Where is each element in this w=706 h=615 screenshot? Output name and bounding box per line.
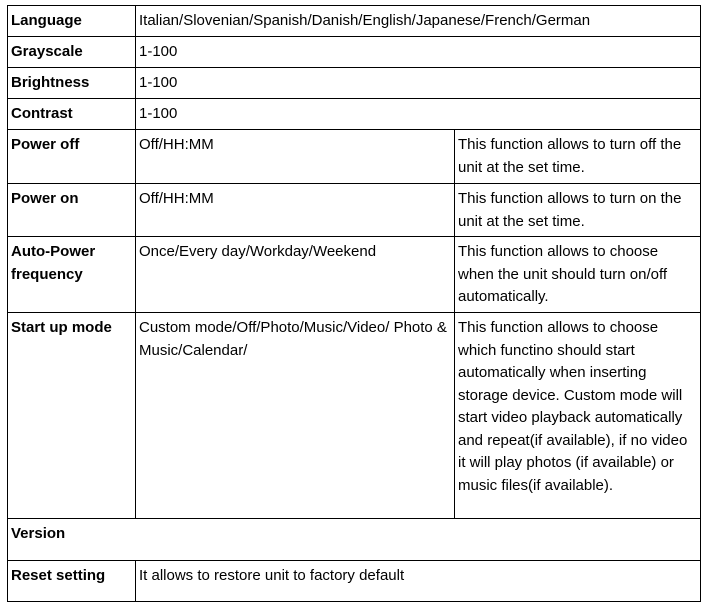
row-label: Version (8, 519, 701, 561)
row-label: Power off (8, 130, 136, 184)
row-value: Italian/Slovenian/Spanish/Danish/English/Japanese/French/German (136, 6, 701, 37)
row-label: Language (8, 6, 136, 37)
table-row (8, 519, 701, 561)
table-row (8, 37, 701, 68)
row-description: This function allows to turn on the unit at the set time. (455, 184, 701, 237)
table-row (8, 99, 701, 130)
row-description: This function allows to choose when the unit should turn on/off automatically. (455, 237, 701, 313)
row-label: Reset setting (8, 561, 136, 602)
row-value: It allows to restore unit to factory default (136, 561, 701, 602)
table-row (8, 184, 701, 237)
row-value: 1-100 (136, 37, 701, 68)
row-label: Grayscale (8, 37, 136, 68)
table-row (8, 130, 701, 184)
table-row (8, 313, 701, 519)
row-value: Off/HH:MM (136, 184, 455, 237)
row-value: Once/Every day/Workday/Weekend (136, 237, 455, 313)
row-label: Power on (8, 184, 136, 237)
row-value: Off/HH:MM (136, 130, 455, 184)
row-value: Custom mode/Off/Photo/Music/Video/ Photo & Music/Calendar/ (136, 313, 455, 519)
cropped-text-strip (8, 0, 698, 4)
row-value: 1-100 (136, 99, 701, 130)
settings-table (7, 5, 701, 602)
row-description: This function allows to turn off the unit at the set time. (455, 130, 701, 184)
row-label: Auto-Power frequency (8, 237, 136, 313)
row-label: Start up mode (8, 313, 136, 519)
row-description: This function allows to choose which functino should start automatically when inserting storage device. Custom mode will start video playback automatically and repeat(if available), if no video it will play photos (if available) or music files(if available). (455, 313, 701, 519)
table-row (8, 68, 701, 99)
row-value: 1-100 (136, 68, 701, 99)
table-row (8, 237, 701, 313)
table-row (8, 561, 701, 602)
row-label: Contrast (8, 99, 136, 130)
table-row (8, 6, 701, 37)
row-label: Brightness (8, 68, 136, 99)
